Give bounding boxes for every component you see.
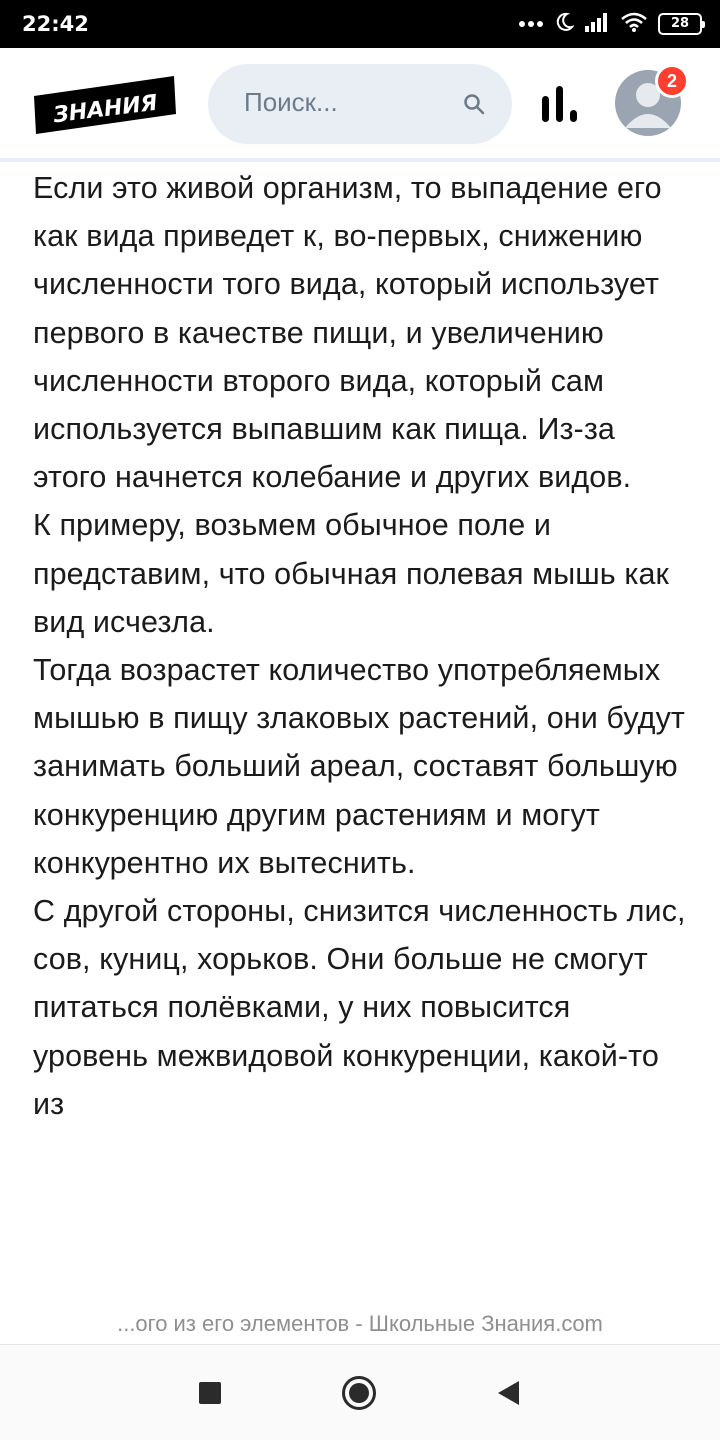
answer-content bbox=[0, 162, 720, 1304]
square-icon[interactable] bbox=[192, 1375, 228, 1411]
status-icons bbox=[518, 10, 702, 38]
stats-icon[interactable] bbox=[540, 86, 580, 124]
answer-paragraph: К примеру, возьмем обычное поле и представим, что обычная полевая мышь как вид исчезла. bbox=[33, 508, 669, 639]
back-icon[interactable] bbox=[490, 1375, 526, 1411]
search-icon[interactable] bbox=[462, 92, 486, 116]
logo[interactable] bbox=[34, 76, 176, 134]
logo-text: ЗНАНИЯ bbox=[51, 90, 159, 129]
answer-paragraph: С другой стороны, снизится численность лис, сов, куниц, хорьков. Они больше не смогут питаться полёвками, у них повысится уровень межвидовой конкуренции, какой-то из bbox=[33, 894, 686, 1121]
answer-paragraph: Если это живой организм, то выпадение его как вида приведет к, во-первых, снижению численности того вида, который использует первого в качестве пищи, и увеличению численности второго вида, который сам используется выпавшим как пища. Из-за этого начнется колебание и других видов. bbox=[33, 171, 662, 495]
page-caption: ...ого из его элементов - Школьные Знания.com bbox=[0, 1304, 720, 1344]
battery-indicator: 28 bbox=[658, 13, 702, 35]
system-nav-bar bbox=[0, 1345, 720, 1440]
answer-text bbox=[33, 164, 693, 1128]
status-time: 22:42 bbox=[22, 12, 89, 36]
status-bar bbox=[0, 0, 720, 48]
moon-icon bbox=[554, 12, 574, 37]
answer-paragraph: Тогда возрастет количество употребляемых мышью в пищу злаковых растений, они будут занимать больший ареал, составят большую конкуренцию другим растениям и могут конкурентно их вытеснить. bbox=[33, 653, 685, 880]
search-input[interactable] bbox=[208, 64, 512, 144]
signal-icon bbox=[584, 12, 610, 37]
wifi-icon bbox=[620, 11, 648, 38]
notification-badge: 2 bbox=[655, 64, 689, 98]
search-placeholder: Поиск... bbox=[244, 87, 338, 117]
home-icon[interactable] bbox=[341, 1375, 377, 1411]
more-dots-icon bbox=[518, 15, 544, 33]
